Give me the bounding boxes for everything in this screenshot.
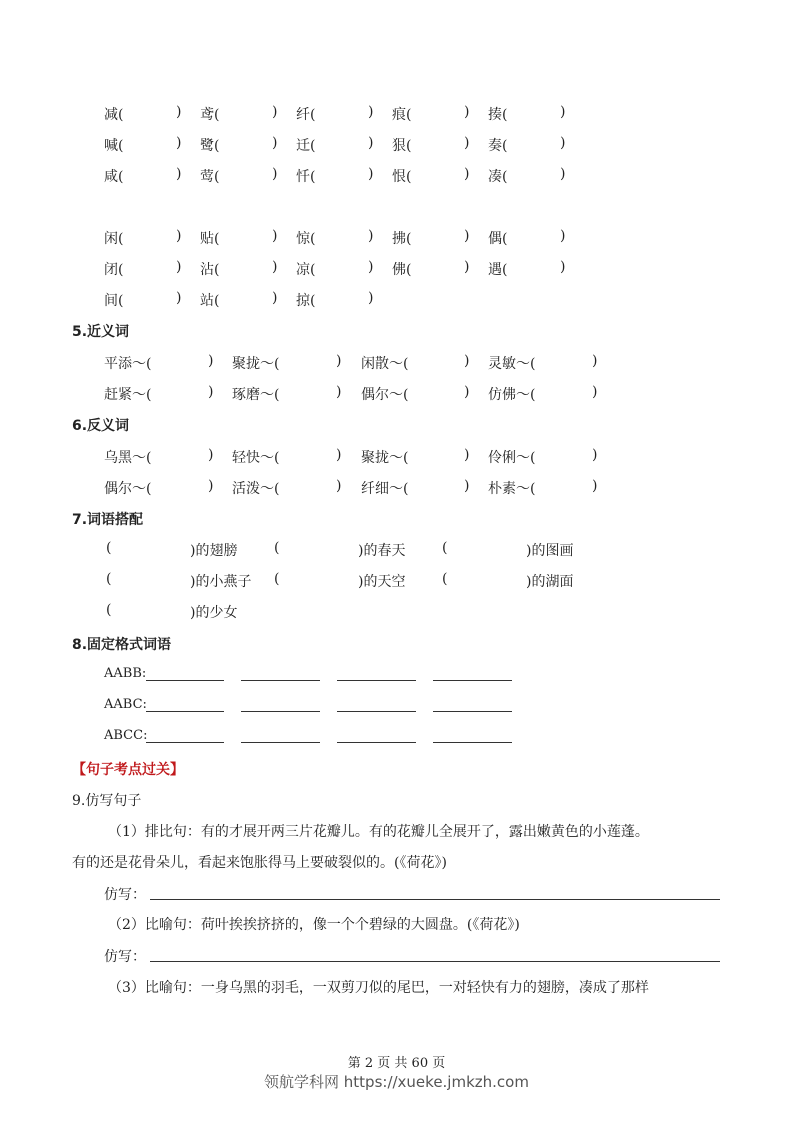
char-item-close: ) [560, 104, 566, 120]
word-item-close: ) [336, 447, 342, 463]
char-item: 惊( [296, 231, 316, 247]
char-item: 鸢( [200, 107, 220, 123]
char-item-close: ) [368, 228, 374, 244]
word-item: 琢磨～( [232, 387, 280, 403]
answer-line[interactable] [150, 961, 720, 962]
word-item: 灵敏～( [488, 356, 536, 372]
char-item-close: ) [272, 135, 278, 151]
word-item-close: ) [336, 478, 342, 494]
format-label-aabc: AABC: [104, 697, 147, 712]
char-item: 鹭( [200, 138, 220, 154]
answer-blank[interactable] [337, 680, 416, 681]
colloc-open: ( [274, 540, 280, 556]
char-item-close: ) [176, 228, 182, 244]
answer-blank[interactable] [337, 711, 416, 712]
char-item: 揍( [488, 107, 508, 123]
char-item-close: ) [560, 166, 566, 182]
char-item: 沾( [200, 262, 220, 278]
q9-item1-line1: （1）排比句：有的才展开两三片花瓣儿。有的花瓣儿全展开了，露出嫩黄色的小莲蓬。 [108, 824, 649, 840]
char-item-close: ) [464, 104, 470, 120]
section-title-antonyms: 6.反义词 [72, 418, 130, 434]
fangxie-label: 仿写： [104, 949, 146, 965]
answer-line[interactable] [150, 899, 720, 900]
char-item-close: ) [272, 228, 278, 244]
char-item-close: ) [176, 259, 182, 275]
section-title-synonyms: 5.近义词 [72, 324, 130, 340]
word-item: 朴素～( [488, 481, 536, 497]
char-item-close: ) [560, 135, 566, 151]
footer-site: 领航学科网 https://xueke.jmkzh.com [264, 1073, 529, 1091]
word-item: 聚拢～( [232, 356, 280, 372]
char-item-close: ) [272, 290, 278, 306]
char-item: 忏( [296, 169, 316, 185]
char-item: 闭( [104, 262, 124, 278]
colloc-item: )的翅膀 [190, 543, 238, 559]
char-item: 贴( [200, 231, 220, 247]
char-item-close: ) [368, 104, 374, 120]
colloc-item: )的天空 [358, 574, 406, 590]
q9-item3: （3）比喻句：一身乌黑的羽毛，一双剪刀似的尾巴，一对轻快有力的翅膀，凑成了那样 [108, 980, 649, 996]
word-item: 伶俐～( [488, 450, 536, 466]
char-item: 遇( [488, 262, 508, 278]
format-label-abcc: ABCC: [104, 728, 148, 743]
char-item: 狠( [392, 138, 412, 154]
colloc-item: )的少女 [190, 605, 238, 621]
word-item-close: ) [464, 353, 470, 369]
word-item-close: ) [208, 478, 214, 494]
page-number: 第 2 页 共 60 页 [347, 1056, 446, 1071]
char-item-close: ) [368, 166, 374, 182]
char-item: 凉( [296, 262, 316, 278]
answer-blank[interactable] [241, 711, 320, 712]
char-item-close: ) [464, 259, 470, 275]
char-item: 纤( [296, 107, 316, 123]
answer-blank[interactable] [146, 680, 224, 681]
section-title-fixed-format: 8.固定格式词语 [72, 637, 172, 653]
char-item: 掠( [296, 293, 316, 309]
char-item: 喊( [104, 138, 124, 154]
colloc-item: )的图画 [526, 543, 574, 559]
answer-blank[interactable] [146, 742, 224, 743]
char-item-close: ) [464, 135, 470, 151]
colloc-open: ( [442, 571, 448, 587]
char-item-close: ) [368, 259, 374, 275]
char-item-close: ) [272, 259, 278, 275]
char-item: 拂( [392, 231, 412, 247]
char-item-close: ) [368, 290, 374, 306]
word-item: 乌黑～( [104, 450, 152, 466]
char-item: 痕( [392, 107, 412, 123]
answer-blank[interactable] [433, 711, 512, 712]
word-item-close: ) [336, 384, 342, 400]
char-item: 间( [104, 293, 124, 309]
answer-blank[interactable] [433, 742, 512, 743]
char-item-close: ) [272, 104, 278, 120]
colloc-open: ( [274, 571, 280, 587]
char-item: 减( [104, 107, 124, 123]
word-item: 纤细～( [361, 481, 409, 497]
answer-blank[interactable] [241, 680, 320, 681]
word-item: 平添～( [104, 356, 152, 372]
char-item-close: ) [464, 166, 470, 182]
section-title-collocation: 7.词语搭配 [72, 512, 144, 528]
q9-item1-line2: 有的还是花骨朵儿，看起来饱胀得马上要破裂似的。(《荷花》) [72, 855, 447, 871]
word-item: 偶尔～( [104, 481, 152, 497]
colloc-open: ( [106, 540, 112, 556]
word-item-close: ) [464, 478, 470, 494]
char-item: 站( [200, 293, 220, 309]
format-label-aabb: AABB: [104, 666, 147, 681]
colloc-open: ( [442, 540, 448, 556]
char-item: 咸( [104, 169, 124, 185]
word-item: 偶尔～( [361, 387, 409, 403]
char-item: 偶( [488, 231, 508, 247]
colloc-item: )的小燕子 [190, 574, 252, 590]
answer-blank[interactable] [433, 680, 512, 681]
word-item-close: ) [592, 353, 598, 369]
word-item-close: ) [336, 353, 342, 369]
char-item: 闲( [104, 231, 124, 247]
char-item-close: ) [368, 135, 374, 151]
word-item-close: ) [208, 447, 214, 463]
char-item-close: ) [272, 166, 278, 182]
word-item-close: ) [592, 384, 598, 400]
char-item: 佛( [392, 262, 412, 278]
colloc-item: )的春天 [358, 543, 406, 559]
q9-item2: （2）比喻句：荷叶挨挨挤挤的，像一个个碧绿的大圆盘。(《荷花》) [108, 917, 520, 933]
answer-blank[interactable] [337, 742, 416, 743]
colloc-open: ( [106, 571, 112, 587]
sentence-section-header: 【句子考点过关】 [72, 762, 184, 778]
char-item-close: ) [176, 135, 182, 151]
question-9-title: 9.仿写句子 [72, 793, 142, 809]
word-item: 赶紧～( [104, 387, 152, 403]
answer-blank[interactable] [146, 711, 224, 712]
word-item: 轻快～( [232, 450, 280, 466]
char-item-close: ) [176, 166, 182, 182]
word-item-close: ) [208, 384, 214, 400]
char-item: 恨( [392, 169, 412, 185]
word-item-close: ) [592, 478, 598, 494]
answer-blank[interactable] [241, 742, 320, 743]
fangxie-label: 仿写： [104, 887, 146, 903]
word-item: 闲散～( [361, 356, 409, 372]
char-item: 迁( [296, 138, 316, 154]
word-item-close: ) [208, 353, 214, 369]
word-item: 仿佛～( [488, 387, 536, 403]
char-item-close: ) [560, 259, 566, 275]
char-item-close: ) [176, 104, 182, 120]
word-item: 聚拢～( [361, 450, 409, 466]
char-item-close: ) [560, 228, 566, 244]
word-item-close: ) [464, 447, 470, 463]
char-item-close: ) [176, 290, 182, 306]
colloc-open: ( [106, 602, 112, 618]
word-item: 活泼～( [232, 481, 280, 497]
char-item: 莺( [200, 169, 220, 185]
char-item-close: ) [464, 228, 470, 244]
word-item-close: ) [592, 447, 598, 463]
char-item: 凑( [488, 169, 508, 185]
word-item-close: ) [464, 384, 470, 400]
char-item: 奏( [488, 138, 508, 154]
colloc-item: )的湖面 [526, 574, 574, 590]
